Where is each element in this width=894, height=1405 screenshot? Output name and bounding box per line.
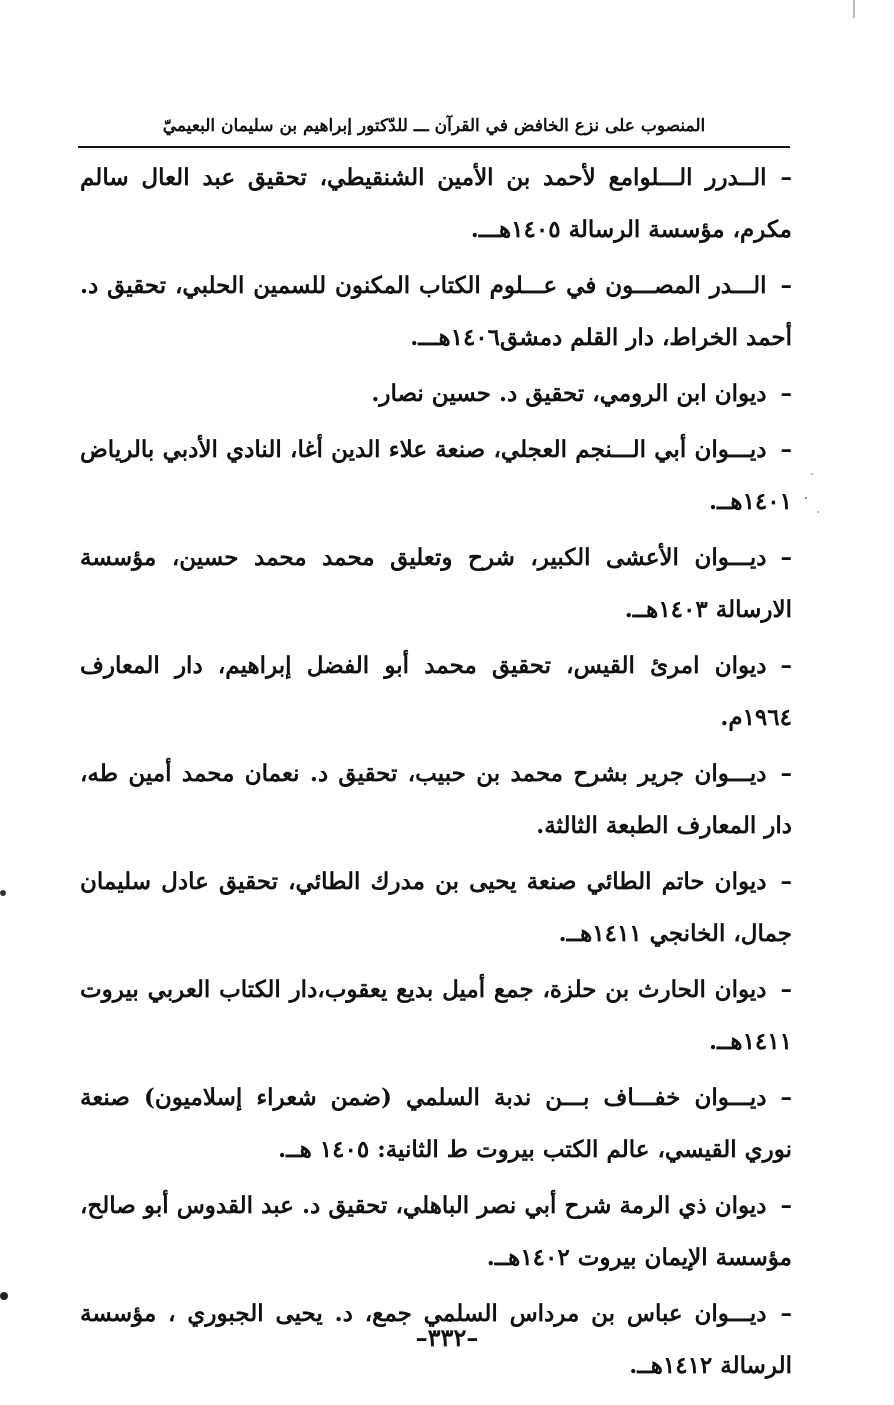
bibliography-list	[80, 152, 792, 1396]
entry-text: ديوان امرئ القيس، تحقيق محمد أبو الفضل إبراهيم، دار المعارف ١٩٦٤م.	[80, 652, 792, 731]
entry-text: ديـــوان الأعشى الكبير، شرح وتعليق محمد محمد حسين، مؤسسة الارسالة ١٤٠٣هــ.	[80, 544, 792, 623]
scan-speck	[853, 0, 855, 18]
entry-text: ديوان ذي الرمة شرح أبي نصر الباهلي، تحقيق د. عبد القدوس أبو صالح، مؤسسة الإيمان بيروت ١٤٠٢هــ.	[80, 1192, 792, 1271]
scan-speck	[0, 890, 6, 896]
bibliography-entry	[80, 748, 792, 852]
bibliography-entry	[80, 856, 792, 960]
bibliography-entry	[80, 964, 792, 1068]
entry-text: الـــدر المصـــون في عـــلوم الكتاب المكنون للسمين الحلبي، تحقيق د. أحمد الخراط، دار القلم دمشق١٤٠٦هـــ.	[80, 272, 792, 351]
entry-text: ديـــوان خفـــاف بـــن ندبة السلمي (ضمن شعراء إسلاميون) صنعة نوري القيسي، عالم الكتب بيروت ط الثانية: ١٤٠٥ هــ.	[80, 1084, 792, 1163]
entry-dash: –	[780, 976, 792, 1003]
entry-dash: –	[780, 380, 792, 407]
scan-speck	[811, 473, 813, 475]
entry-text: ديـــوان أبي الـــنجم العجلي، صنعة علاء الدين أغا، النادي الأدبي بالرياض ١٤٠١هــ.	[80, 436, 792, 515]
entry-dash: –	[780, 1300, 792, 1327]
entry-text: ديوان حاتم الطائي صنعة يحيى بن مدرك الطائي، تحقيق عادل سليمان جمال، الخانجي ١٤١١هــ.	[80, 868, 792, 947]
bibliography-entry	[80, 1072, 792, 1176]
header-rule	[78, 146, 790, 148]
entry-dash: –	[780, 544, 792, 571]
bibliography-entry	[80, 260, 792, 364]
entry-text: ديـــوان عباس بن مرداس السلمي جمع، د. يحيى الجبوري ، مؤسسة الرسالة ١٤١٢هــ.	[80, 1300, 792, 1379]
bibliography-entry	[80, 424, 792, 528]
entry-dash: –	[780, 164, 792, 191]
entry-text: ديوان ابن الرومي، تحقيق د. حسين نصار.	[371, 380, 767, 407]
entry-text: ديـــوان جرير بشرح محمد بن حبيب، تحقيق د. نعمان محمد أمين طه، دار المعارف الطبعة الثالثة.	[80, 760, 792, 839]
entry-dash: –	[780, 868, 792, 895]
scan-speck	[805, 497, 807, 499]
entry-dash: –	[780, 1192, 792, 1219]
entry-text: ديوان الحارث بن حلزة، جمع أميل بديع يعقوب،دار الكتاب العربي بيروت ١٤١١هــ.	[80, 976, 792, 1055]
bibliography-entry	[80, 152, 792, 256]
bibliography-entry	[80, 532, 792, 636]
entry-text: الــدرر الـــلوامع لأحمد بن الأمين الشنقيطي، تحقيق عبد العال سالم مكرم، مؤسسة الرسالة ١٤٠٥هـــ.	[80, 164, 792, 243]
entry-dash: –	[780, 436, 792, 463]
running-header: المنصوب على نزع الخافض في القرآن ـــ للدّكتور إبراهيم بن سليمان البعيميّ	[162, 116, 706, 136]
entry-dash: –	[780, 272, 792, 299]
scan-speck	[0, 1292, 8, 1300]
scan-speck	[817, 511, 819, 513]
bibliography-entry	[80, 640, 792, 744]
entry-dash: –	[780, 1084, 792, 1111]
page-number: –٣٣٢–	[415, 1323, 479, 1352]
entry-dash: –	[780, 652, 792, 679]
entry-dash: –	[780, 760, 792, 787]
bibliography-entry	[80, 368, 792, 420]
bibliography-entry	[80, 1180, 792, 1284]
